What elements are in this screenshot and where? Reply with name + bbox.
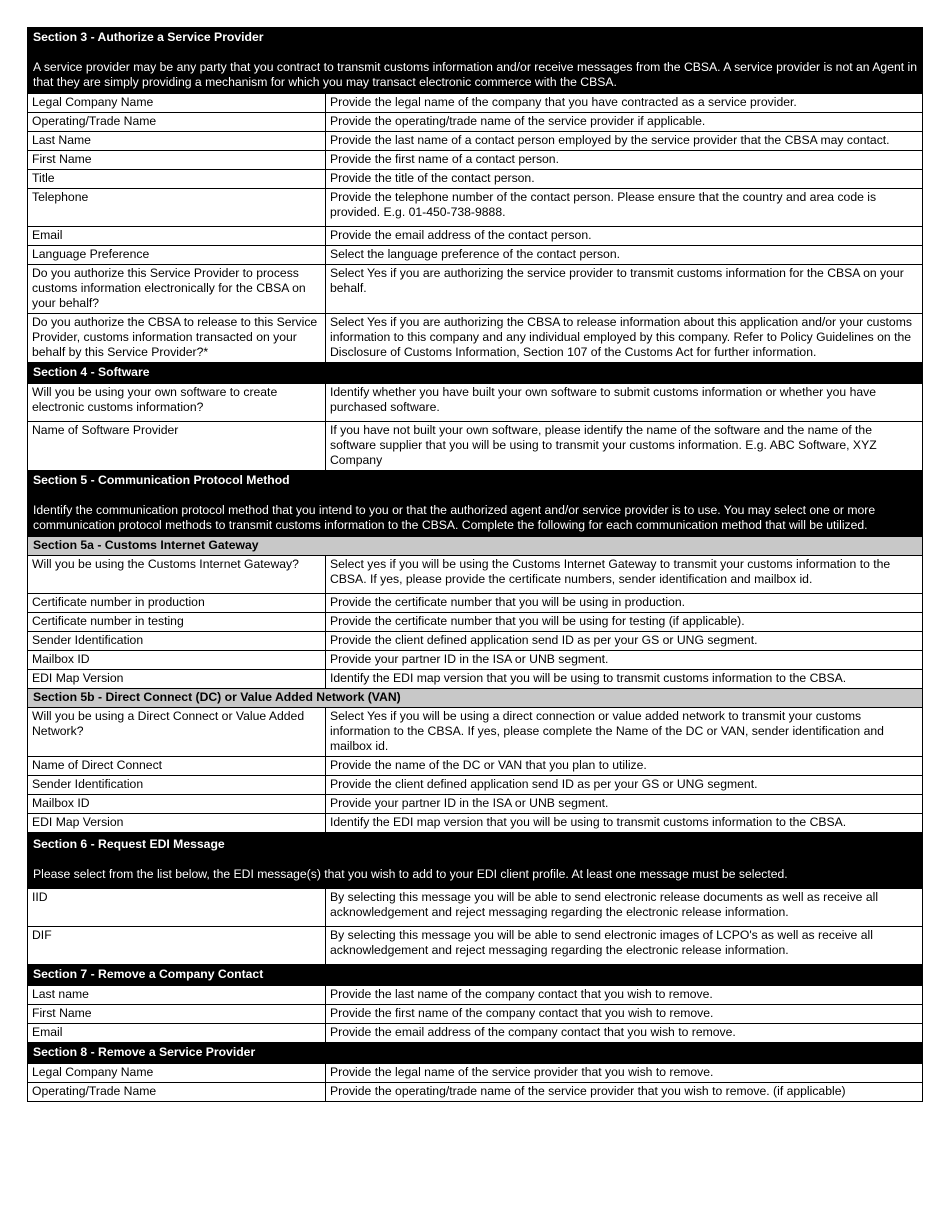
table-row: [28, 113, 923, 132]
table-row: [28, 814, 923, 833]
field-label: Do you authorize the CBSA to release to this Service Provider, customs information transacted on your behalf by this Service Provider?*: [28, 314, 326, 363]
section-5b: [28, 689, 923, 833]
section-header: [28, 28, 923, 94]
field-instruction: Provide the email address of the company contact that you wish to remove.: [326, 1024, 923, 1043]
field-instruction: Provide the operating/trade name of the service provider that you wish to remove. (if applicable): [326, 1083, 923, 1102]
field-instruction: Provide your partner ID in the ISA or UNB segment.: [326, 651, 923, 670]
section-title: Section 3 - Authorize a Service Provider: [33, 30, 264, 44]
field-label: Will you be using the Customs Internet Gateway?: [28, 556, 326, 594]
field-label: EDI Map Version: [28, 670, 326, 689]
field-label: Last Name: [28, 132, 326, 151]
field-label: Email: [28, 227, 326, 246]
field-label: Name of Software Provider: [28, 422, 326, 471]
field-label: Title: [28, 170, 326, 189]
table-row: [28, 422, 923, 471]
field-instruction: Select the language preference of the contact person.: [326, 246, 923, 265]
field-label: Telephone: [28, 189, 326, 227]
section-description: Please select from the list below, the EDI message(s) that you wish to add to your EDI client profile. At least one message must be selected.: [33, 867, 788, 881]
field-label: First Name: [28, 1005, 326, 1024]
table-row: [28, 314, 923, 363]
field-instruction: Provide the legal name of the company that you have contracted as a service provider.: [326, 94, 923, 113]
field-label: Will you be using your own software to create electronic customs information?: [28, 384, 326, 422]
field-instruction: Provide the client defined application send ID as per your GS or UNG segment.: [326, 632, 923, 651]
table-row: [28, 94, 923, 113]
table-row: [28, 384, 923, 422]
table-row: [28, 265, 923, 314]
table-row: [28, 1083, 923, 1102]
instructions-table: [27, 27, 923, 1102]
field-instruction: Provide your partner ID in the ISA or UNB segment.: [326, 795, 923, 814]
field-label: Legal Company Name: [28, 1064, 326, 1083]
table-row: [28, 151, 923, 170]
field-instruction: Provide the title of the contact person.: [326, 170, 923, 189]
field-instruction: Provide the telephone number of the contact person. Please ensure that the country and area code is provided. E.g. 01-450-738-9888.: [326, 189, 923, 227]
subsection-title: Section 5a - Customs Internet Gateway: [28, 537, 923, 556]
field-label: Language Preference: [28, 246, 326, 265]
field-label: Operating/Trade Name: [28, 1083, 326, 1102]
table-row: [28, 227, 923, 246]
field-instruction: Identify the EDI map version that you will be using to transmit customs information to the CBSA.: [326, 814, 923, 833]
field-label: Email: [28, 1024, 326, 1043]
document-page: [27, 27, 922, 1102]
table-row: [28, 632, 923, 651]
table-row: [28, 757, 923, 776]
table-row: [28, 1064, 923, 1083]
field-label: Operating/Trade Name: [28, 113, 326, 132]
section-title: Section 6 - Request EDI Message: [33, 837, 225, 851]
table-row: [28, 613, 923, 632]
field-instruction: Provide the certificate number that you will be using in production.: [326, 594, 923, 613]
section-3: [28, 28, 923, 363]
field-label: EDI Map Version: [28, 814, 326, 833]
field-instruction: Provide the last name of a contact person employed by the service provider that the CBSA may contact.: [326, 132, 923, 151]
field-label: Legal Company Name: [28, 94, 326, 113]
field-instruction: Provide the legal name of the service provider that you wish to remove.: [326, 1064, 923, 1083]
section-header: [28, 363, 923, 384]
field-label: Mailbox ID: [28, 795, 326, 814]
table-row: [28, 670, 923, 689]
field-label: Do you authorize this Service Provider to process customs information electronically for the CBSA on your behalf?: [28, 265, 326, 314]
field-instruction: Select Yes if you are authorizing the service provider to transmit customs information for the CBSA on your behalf.: [326, 265, 923, 314]
field-label: IID: [28, 889, 326, 927]
field-label: Will you be using a Direct Connect or Value Added Network?: [28, 708, 326, 757]
table-row: [28, 1005, 923, 1024]
table-row: [28, 708, 923, 757]
section-description: A service provider may be any party that you contract to transmit customs information and/or receive messages from the CBSA. A service provider is not an Agent in that they are simply providing a mechanism for which you may transact electronic commerce with the CBSA.: [33, 60, 918, 89]
table-row: [28, 795, 923, 814]
section-8: [28, 1043, 923, 1102]
field-instruction: Provide the last name of the company contact that you wish to remove.: [326, 986, 923, 1005]
section-title: Section 5 - Communication Protocol Method: [33, 473, 290, 487]
table-row: [28, 189, 923, 227]
field-instruction: Select yes if you will be using the Customs Internet Gateway to transmit your customs information to the CBSA. If yes, please provide the certificate numbers, sender identification and mailbox id.: [326, 556, 923, 594]
section-header: [28, 965, 923, 986]
field-label: DIF: [28, 927, 326, 965]
table-row: [28, 246, 923, 265]
table-row: [28, 776, 923, 795]
field-label: Certificate number in testing: [28, 613, 326, 632]
section-title: Section 7 - Remove a Company Contact: [28, 965, 923, 986]
field-instruction: Provide the operating/trade name of the service provider if applicable.: [326, 113, 923, 132]
section-header: [28, 1043, 923, 1064]
subsection-header: [28, 537, 923, 556]
field-instruction: By selecting this message you will be able to send electronic release documents as well as receive all acknowledgement and reject messaging regarding the electronic release information.: [326, 889, 923, 927]
table-row: [28, 651, 923, 670]
field-label: First Name: [28, 151, 326, 170]
field-instruction: Select Yes if you will be using a direct connection or value added network to transmit your customs information to the CBSA. If yes, please complete the Name of the DC or VAN, sender identification and mailbox id.: [326, 708, 923, 757]
field-instruction: If you have not built your own software, please identify the name of the software and the name of the software supplier that you will be using to transmit your customs information. E.g. ABC Software, XYZ Company: [326, 422, 923, 471]
field-instruction: Provide the email address of the contact person.: [326, 227, 923, 246]
section-title: Section 4 - Software: [28, 363, 923, 384]
field-label: Name of Direct Connect: [28, 757, 326, 776]
table-row: [28, 927, 923, 965]
field-label: Mailbox ID: [28, 651, 326, 670]
subsection-header: [28, 689, 923, 708]
section-6: [28, 833, 923, 965]
section-5: [28, 471, 923, 537]
field-instruction: Provide the certificate number that you will be using for testing (if applicable).: [326, 613, 923, 632]
table-row: [28, 170, 923, 189]
field-instruction: Provide the first name of the company contact that you wish to remove.: [326, 1005, 923, 1024]
field-label: Sender Identification: [28, 776, 326, 795]
field-instruction: Select Yes if you are authorizing the CBSA to release information about this application and/or your customs information to this company and any individual employed by this company. Refer to Policy Guidelines on the Disclosure of Customs Information, Section 107 of the Customs Act for further information.: [326, 314, 923, 363]
field-label: Sender Identification: [28, 632, 326, 651]
section-4: [28, 363, 923, 471]
table-row: [28, 132, 923, 151]
field-instruction: Identify whether you have built your own software to submit customs information or whether you have purchased software.: [326, 384, 923, 422]
table-row: [28, 1024, 923, 1043]
field-instruction: Provide the first name of a contact person.: [326, 151, 923, 170]
field-instruction: Provide the name of the DC or VAN that you plan to utilize.: [326, 757, 923, 776]
section-5a: [28, 537, 923, 689]
field-label: Last name: [28, 986, 326, 1005]
section-header: [28, 833, 923, 889]
field-label: Certificate number in production: [28, 594, 326, 613]
subsection-title: Section 5b - Direct Connect (DC) or Value Added Network (VAN): [28, 689, 923, 708]
table-row: [28, 889, 923, 927]
section-header: [28, 471, 923, 537]
table-row: [28, 556, 923, 594]
table-row: [28, 594, 923, 613]
table-row: [28, 986, 923, 1005]
field-instruction: By selecting this message you will be able to send electronic images of LCPO's as well as receive all acknowledgement and reject messaging regarding the electronic release information.: [326, 927, 923, 965]
field-instruction: Identify the EDI map version that you will be using to transmit customs information to the CBSA.: [326, 670, 923, 689]
section-7: [28, 965, 923, 1043]
section-title: Section 8 - Remove a Service Provider: [28, 1043, 923, 1064]
field-instruction: Provide the client defined application send ID as per your GS or UNG segment.: [326, 776, 923, 795]
section-description: Identify the communication protocol method that you intend to you or that the authorized agent and/or service provider is to use. You may select one or more communication protocol methods to transmit customs information to the CBSA. Complete the following for each communication method that will be utilized.: [33, 503, 876, 532]
